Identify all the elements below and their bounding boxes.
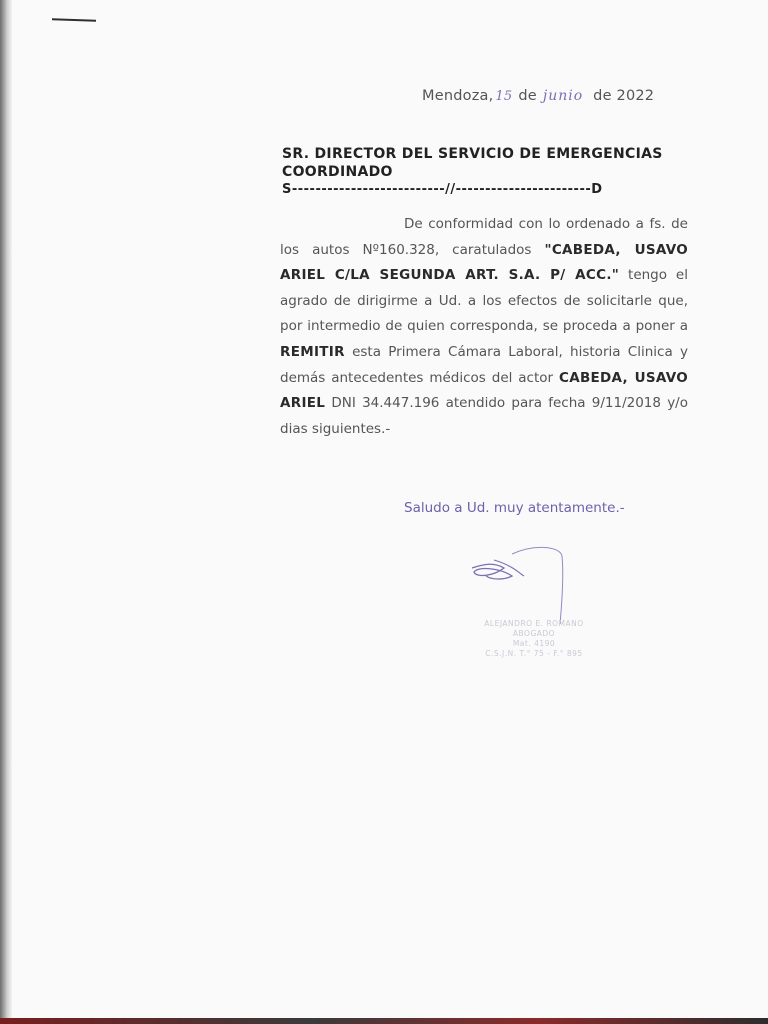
date-de-2: de [593, 88, 612, 104]
addressee-line-1: SR. DIRECTOR DEL SERVICIO DE EMERGENCIAS [282, 146, 663, 162]
body-text-3: esta Primera Cámara Laboral, historia Clinica y demás antecedentes médicos del actor [280, 343, 688, 386]
remitir-keyword: REMITIR [280, 343, 345, 360]
bottom-edge-strip [0, 1018, 768, 1024]
case-title: "CABEDA, USAVO ARIEL C/LA SEGUNDA ART. S.A. P/ ACC." [280, 241, 688, 284]
date-de-1: de [518, 88, 537, 104]
date-day-handwritten: 15 [495, 89, 513, 104]
lawyer-stamp [464, 619, 604, 659]
date-month-handwritten: junio [542, 88, 584, 104]
stamp-name: ALEJANDRO E. ROMANO [484, 619, 584, 628]
stamp-csjn: C.S.J.N. T.° 75 - F.° 895 [485, 649, 583, 658]
stamp-title: ABOGADO [512, 629, 556, 638]
addressee-block [282, 145, 692, 199]
pen-mark [52, 18, 96, 22]
date-line [422, 88, 654, 104]
addressee-line-2: COORDINADO [282, 164, 393, 180]
actor-name: CABEDA, USAVO ARIEL [280, 369, 688, 412]
body-text-2: tengo el agrado de dirigirme a Ud. a los efectos de solicitarle que, por intermedio de quien corresponda, se proceda a poner a [280, 267, 688, 335]
page-edge-shadow [0, 0, 12, 1024]
letter-body [280, 212, 688, 442]
document-page [10, 0, 768, 1018]
stamp-matricula: Mat. 4190 [512, 639, 556, 648]
closing-salutation: Saludo a Ud. muy atentamente.- [404, 500, 625, 516]
body-text-4: DNI 34.447.196 atendido para fecha 9/11/2018 y/o dias siguientes.- [280, 395, 688, 437]
date-city: Mendoza, [422, 88, 494, 104]
handwritten-signature [464, 546, 574, 626]
letter-paragraph [280, 212, 688, 442]
body-text-1: De conformidad con lo ordenado a fs. de los autos Nº160.328, caratulados [280, 216, 688, 258]
addressee-salutation-line: S--------------------------//-----------------------D [282, 182, 603, 197]
date-year: 2022 [616, 88, 655, 104]
